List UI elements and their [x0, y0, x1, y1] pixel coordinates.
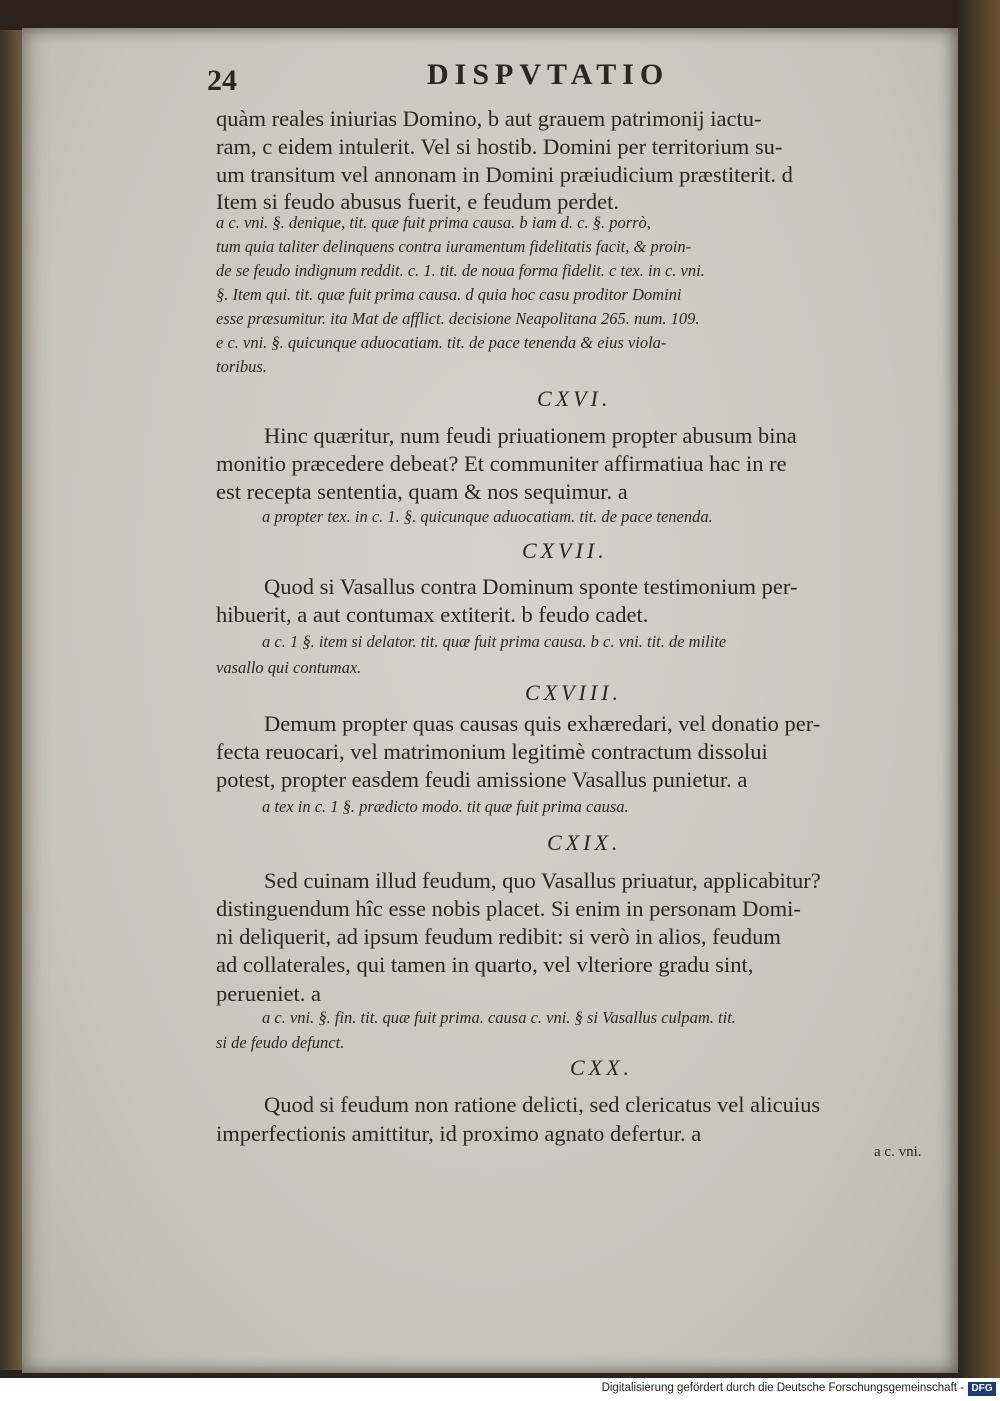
right-page-edge: [955, 0, 1000, 1378]
section-heading: CXVIII.: [525, 680, 623, 705]
body-line: imperfectionis amittitur, id proximo agnato defertur. a: [216, 1121, 702, 1146]
section-heading: CXIX.: [547, 830, 622, 855]
body-line: Quod si Vasallus contra Dominum sponte testimonium per-: [264, 574, 798, 599]
body-line: perueniet. a: [216, 981, 321, 1006]
dfg-logo-icon: DFG: [968, 1382, 996, 1396]
body-line: ad collaterales, qui tamen in quarto, vel vlteriore gradu sint,: [216, 952, 754, 977]
book-page: [22, 28, 958, 1373]
footnote-line: a c. vni. §. fin. tit. quæ fuit prima. causa c. vni. § si Vasallus culpam. tit.: [262, 1008, 736, 1027]
body-line: quàm reales iniurias Domino, b aut grauem patrimonij iactu-: [216, 106, 762, 131]
body-line: um transitum vel annonam in Domini præiudicium præstiterit. d: [216, 162, 793, 187]
body-line: potest, propter easdem feudi amissione Vasallus punietur. a: [216, 767, 748, 792]
section-heading: CXX.: [570, 1055, 634, 1080]
body-line: fecta reuocari, vel matrimonium legitimè contractum dissolui: [216, 739, 768, 764]
footnote-line: esse præsumitur. ita Mat de afflict. decisione Neapolitana 265. num. 109.: [216, 309, 700, 328]
footnote-line: de se feudo indignum reddit. c. 1. tit. de noua forma fidelit. c tex. in c. vni.: [216, 261, 705, 280]
body-line: ram, c eidem intulerit. Vel si hostib. Domini per territorium su-: [216, 134, 783, 159]
footnote-line: toribus.: [216, 357, 267, 376]
body-line: est recepta sententia, quam & nos sequimur. a: [216, 479, 628, 504]
catchword: a c. vni.: [874, 1144, 922, 1160]
footnote-line: tum quia taliter delinquens contra iuramentum fidelitatis facit, & proin-: [216, 237, 692, 256]
body-line: hibuerit, a aut contumax extiterit. b feudo cadet.: [216, 602, 649, 627]
footnote-line: vasallo qui contumax.: [216, 658, 362, 677]
body-line: monitio præcedere debeat? Et communiter affirmatiua hac in re: [216, 451, 787, 476]
body-line: Demum propter quas causas quis exhæredari, vel donatio per-: [264, 711, 821, 736]
footnote-line: e c. vni. §. quicunque aduocatiam. tit. de pace tenenda & eius viola-: [216, 333, 667, 352]
body-line: ni deliquerit, ad ipsum feudum redibit: si verò in alios, feudum: [216, 924, 781, 949]
body-line: distinguendum hîc esse nobis placet. Si enim in personam Domi-: [216, 896, 801, 921]
body-line: Quod si feudum non ratione delicti, sed clericatus vel alicuius: [264, 1092, 821, 1117]
left-page-edge: [0, 30, 22, 1370]
footer-credit: Digitalisierung gefördert durch die Deutsche Forschungsgemeinschaft -: [601, 1382, 964, 1394]
footnote-line: a tex in c. 1 §. prædicto modo. tit quæ fuit prima causa.: [262, 797, 629, 816]
body-line: Sed cuinam illud feudum, quo Vasallus priuatur, applicabitur?: [264, 868, 821, 893]
page-number: 24: [207, 64, 237, 97]
section-heading: CXVII.: [522, 538, 608, 563]
footnote-line: si de feudo defunct.: [216, 1033, 345, 1052]
page-text: [22, 28, 958, 1373]
running-head: DISPVTATIO: [427, 58, 670, 91]
footnote-line: a c. vni. §. denique, tit. quæ fuit prima causa. b iam d. c. §. porrò,: [216, 213, 651, 232]
footnote-line: a propter tex. in c. 1. §. quicunque aduocatiam. tit. de pace tenenda.: [262, 507, 713, 526]
section-heading: CXVI.: [537, 386, 612, 411]
body-line: Item si feudo abusus fuerit, e feudum perdet.: [216, 189, 620, 214]
footnote-line: a c. 1 §. item si delator. tit. quæ fuit prima causa. b c. vni. tit. de milite: [262, 632, 727, 651]
body-line: Hinc quæritur, num feudi priuationem propter abusum bina: [264, 423, 797, 448]
footer-bar: [0, 1378, 1000, 1401]
footnote-line: §. Item qui. tit. quæ fuit prima causa. d quia hoc casu proditor Domini: [216, 285, 682, 304]
